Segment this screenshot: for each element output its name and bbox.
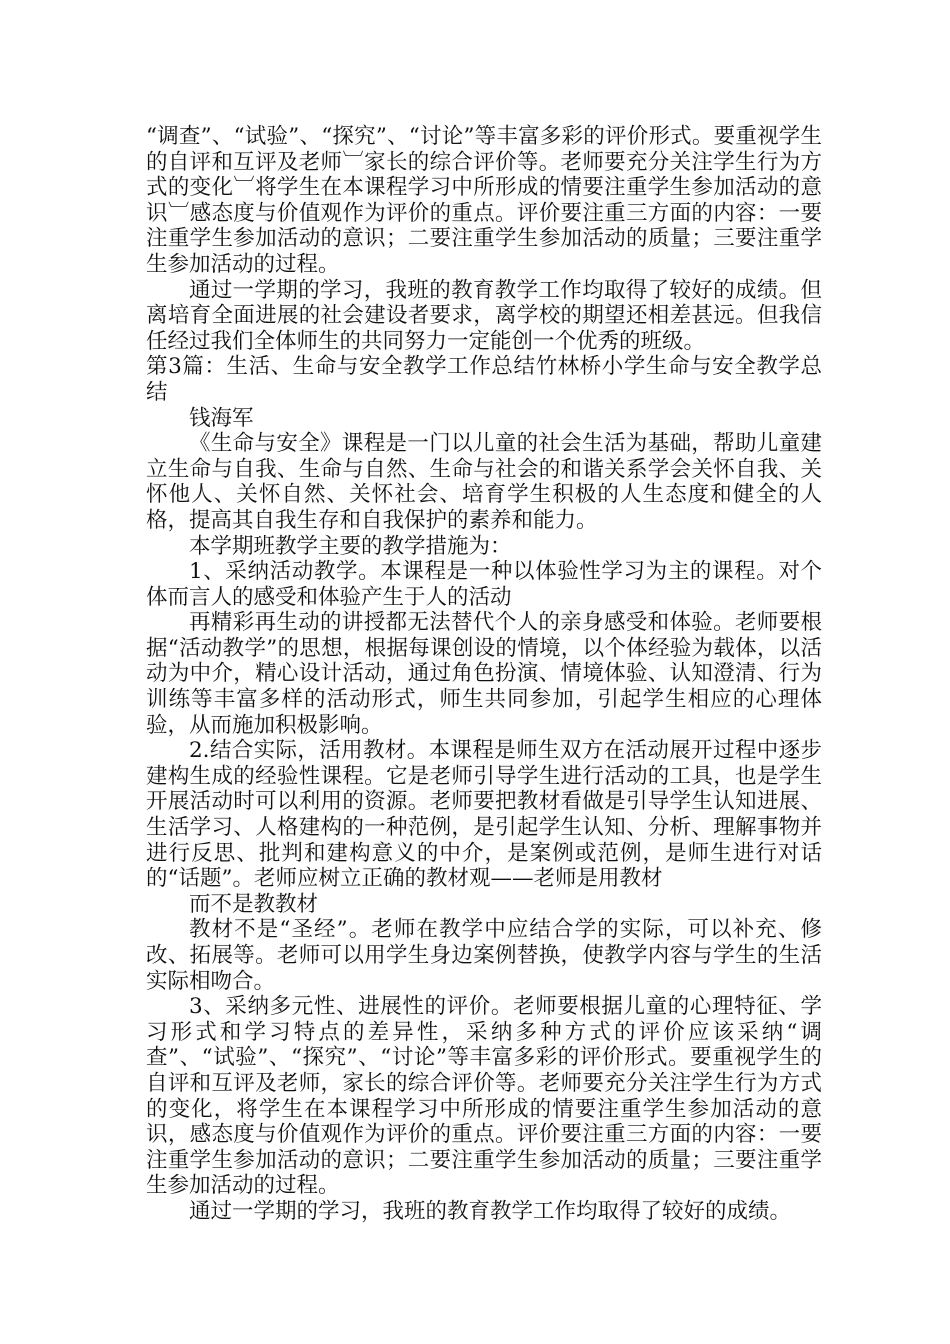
section-heading-article-3: 第3篇：生活、生命与安全教学工作总结竹林桥小学生命与安全教学总结: [146, 354, 822, 405]
paragraph-evaluation-forms-continued: “调查”、“试验”、“探究”、“讨论”等丰富多彩的评价形式。要重视学生的自评和互评及老师︺家长的综合评价等。老师要充分关注学生行为方式的变化︺将学生在本课程学习中所形成的情要注重学生参加活动的意识︺感态度与价值观作为评价的重点。评价要注重三方面的内容：一要注重学生参加活动的意识；二要注重学生参加活动的质量；三要注重学生参加活动的过程。: [146, 124, 822, 277]
paragraph-closing-results: 通过一学期的学习，我班的教育教学工作均取得了较好的成绩。: [189, 1198, 792, 1224]
author-name: 钱海军: [189, 405, 254, 431]
paragraph-course-introduction: 《生命与安全》课程是一门以儿童的社会生活为基础，帮助儿童建立生命与自我、生命与自然、生命与社会的和谐关系学会关怀自我、关怀他人、关怀自然、关怀社会、培育学生积极的人生态度和健全的人格，提高其自我生存和自我保护的素养和能力。: [146, 431, 822, 533]
paragraph-measure-1-detail: 再精彩再生动的讲授都无法替代个人的亲身感受和体验。老师要根据“活动教学”的思想，根据每课创设的情境，以个体经验为载体，以活动为中介，精心设计活动，通过角色扮演、情境体验、认知澄清、行为训练等丰富多样的活动形式，师生共同参加，引起学生相应的心理体验，从而施加积极影响。: [146, 610, 822, 738]
document-body: [146, 124, 822, 1225]
paragraph-measures-intro: 本学期班教学主要的教学措施为：: [189, 533, 512, 559]
paragraph-measure-2: 2.结合实际，活用教材。本课程是师生双方在活动展开过程中逐步建构生成的经验性课程。它是老师引导学生进行活动的工具，也是学生开展活动时可以利用的资源。老师要把教材看做是引导学生认知进展、生活学习、人格建构的一种范例，是引起学生认知、分析、理解事物并进行反思、批判和建构意义的中介，是案例或范例，是师生进行对话的“话题”。老师应树立正确的教材观——老师是用教材: [146, 738, 822, 892]
paragraph-measure-3: 3、采纳多元性、进展性的评价。老师要根据儿童的心理特征、学习形式和学习特点的差异性，采纳多种方式的评价应该采纳“调查”、“试验”、“探究”、“讨论”等丰富多彩的评价形式。要重视学生的自评和互评及老师，家长的综合评价等。老师要充分关注学生行为方式的变化，将学生在本课程学习中所形成的情要注重学生参加活动的意识，感态度与价值观作为评价的重点。评价要注重三方面的内容：一要注重学生参加活动的意识；二要注重学生参加活动的质量；三要注重学生参加活动的过程。: [146, 994, 822, 1199]
paragraph-measure-1: 1、采纳活动教学。本课程是一种以体验性学习为主的课程。对个体而言人的感受和体验产生于人的活动: [146, 559, 822, 610]
paragraph-textbook-not-bible: 教材不是“圣经”。老师在教学中应结合学的实际，可以补充、修改、拓展等。老师可以用学生身边案例替换，使教学内容与学生的生活实际相吻合。: [146, 917, 822, 994]
paragraph-measure-2-continued: 而不是教教材: [189, 891, 319, 917]
paragraph-semester-results: 通过一学期的学习，我班的教育教学工作均取得了较好的成绩。但离培育全面进展的社会建设者要求，离学校的期望还相差甚远。但我信任经过我们全体师生的共同努力一定能创一个优秀的班级。: [146, 277, 822, 354]
